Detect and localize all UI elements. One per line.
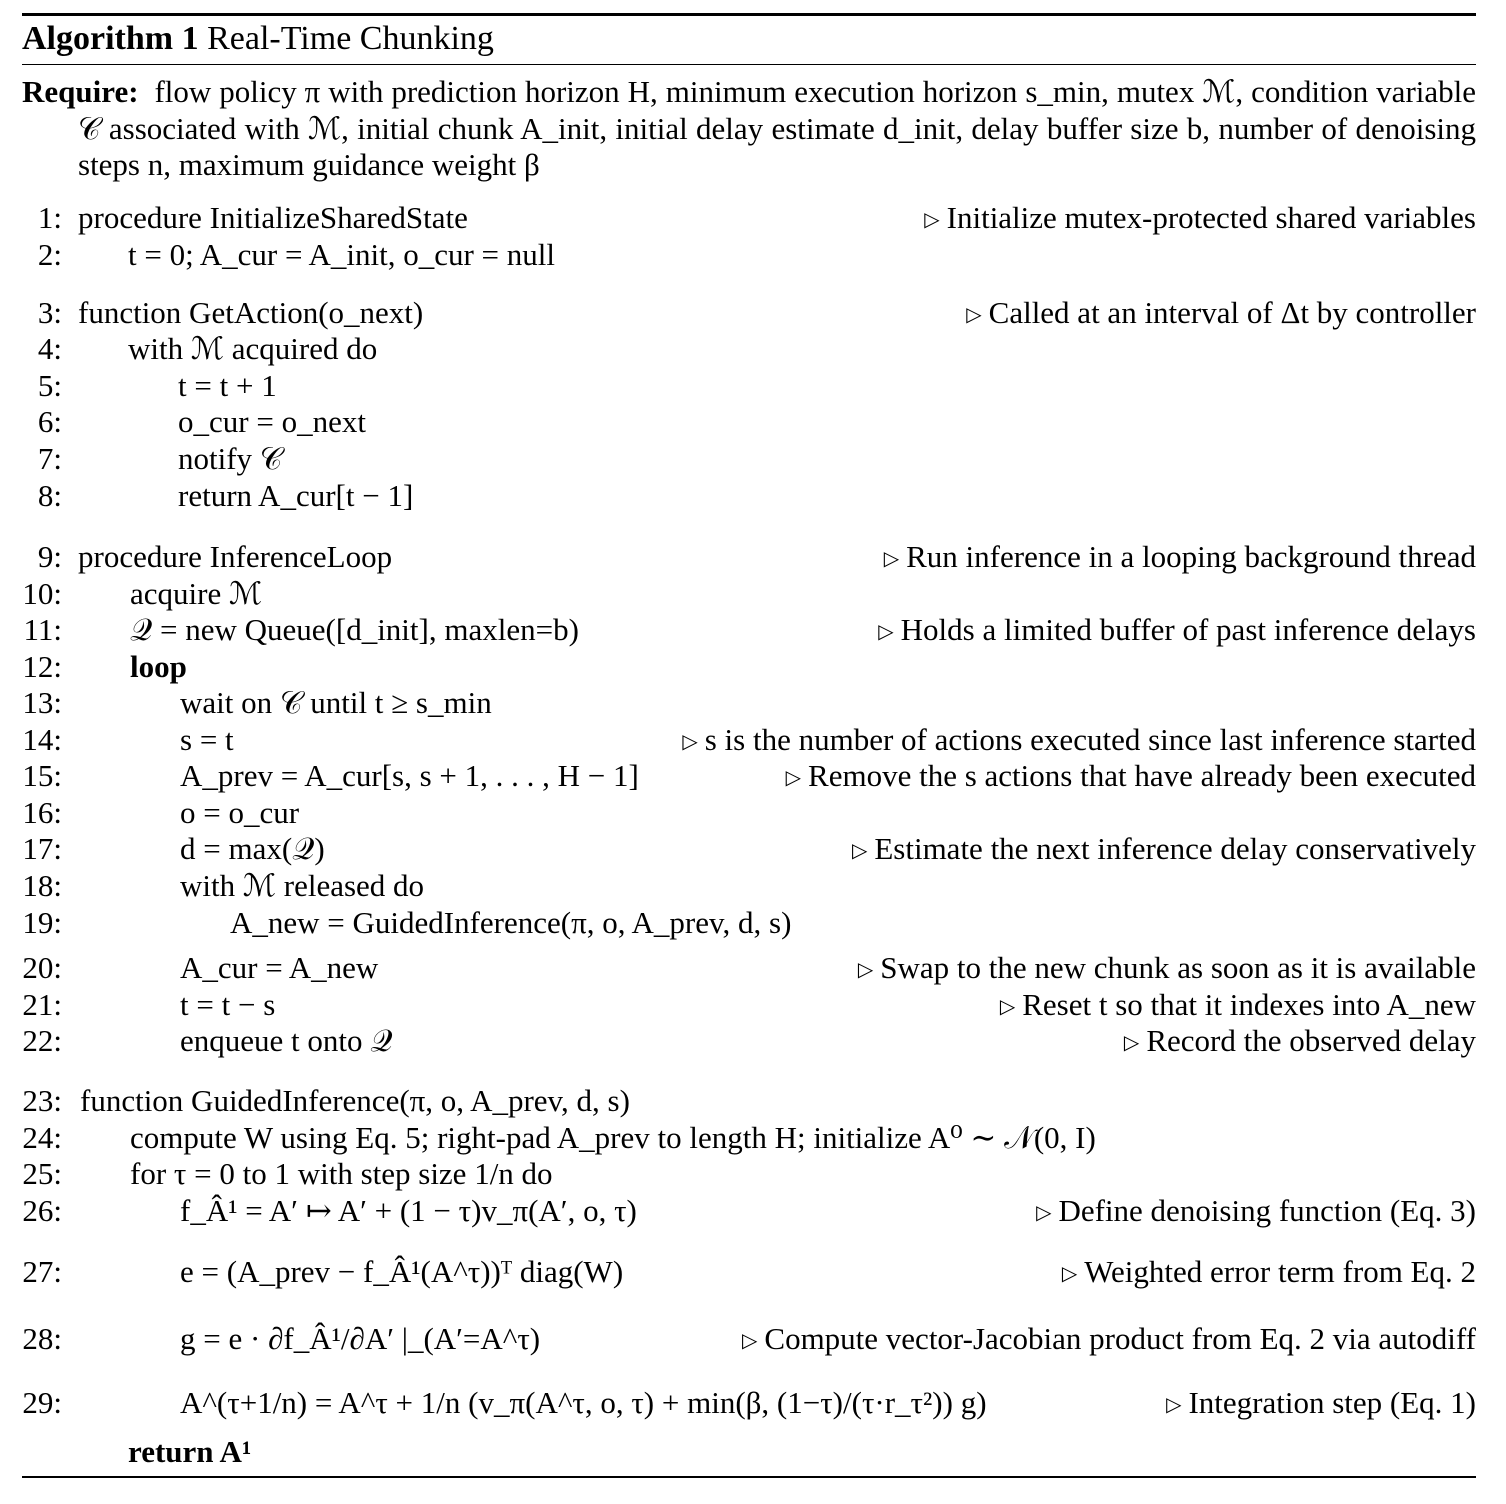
line-number: 10:: [22, 576, 62, 611]
line-comment: ▷ s is the number of actions executed since last inference started: [682, 722, 1476, 757]
line-comment: ▷ Estimate the next inference delay conservatively: [851, 831, 1476, 866]
algo-line-29: [22, 1385, 1476, 1425]
line-code: t = t − s: [180, 987, 276, 1022]
line-number: 16:: [22, 795, 62, 830]
line-number: 12:: [22, 649, 62, 684]
algo-line-18: [22, 868, 1476, 908]
line-number: 18:: [22, 868, 62, 903]
algo-line-22: [22, 1023, 1476, 1063]
line-code: t = t + 1: [178, 368, 277, 403]
comment-triangle-icon: ▷: [883, 548, 900, 570]
line-code: d = max(𝒬): [180, 831, 325, 866]
algo-line-16: [22, 795, 1476, 835]
algo-line-7: [22, 441, 1476, 481]
comment-triangle-icon: ▷: [682, 731, 698, 753]
comment-triangle-icon: ▷: [1166, 1394, 1182, 1416]
line-code: s = t: [180, 722, 234, 757]
algo-line-21: [22, 987, 1476, 1027]
line-number: 3:: [37, 295, 62, 330]
comment-triangle-icon: ▷: [1061, 1263, 1078, 1285]
algo-line-1: [22, 200, 1476, 240]
line-code: e = (A_prev − f_Â¹(A^τ))ᵀ diag(W): [180, 1254, 624, 1289]
line-number: 23:: [22, 1083, 62, 1118]
algo-line-25: [22, 1156, 1476, 1196]
line-number: 4:: [37, 331, 62, 366]
line-number: 9:: [37, 539, 62, 574]
algo-line-4: [22, 331, 1476, 371]
comment-triangle-icon: ▷: [924, 209, 940, 231]
comment-triangle-icon: ▷: [851, 840, 868, 862]
line-number: 27:: [22, 1254, 62, 1289]
line-code: with ℳ acquired do: [128, 331, 378, 366]
line-code: enqueue t onto 𝒬: [180, 1023, 393, 1058]
algo-line-20: [22, 950, 1476, 990]
line-number: 11:: [23, 612, 62, 647]
line-code: A_prev = A_cur[s, s + 1, . . . , H − 1]: [180, 758, 639, 793]
line-number: 19:: [22, 905, 62, 940]
algorithm-block: [22, 0, 1476, 1504]
comment-triangle-icon: ▷: [966, 304, 982, 326]
algo-line-return: [22, 1434, 1476, 1474]
comment-triangle-icon: ▷: [999, 996, 1016, 1018]
algo-line-28: [22, 1321, 1476, 1361]
line-number: 24:: [22, 1120, 62, 1155]
comment-triangle-icon: ▷: [857, 959, 874, 981]
algo-line-15: [22, 758, 1476, 798]
line-code: g = e · ∂f_Â¹/∂A′ |_(A′=A^τ): [180, 1321, 541, 1356]
algo-line-10: [22, 576, 1476, 616]
algo-line-13: [22, 685, 1476, 725]
algo-line-6: [22, 404, 1476, 444]
bottom-rule: [22, 1476, 1476, 1478]
require-label: Require:: [22, 74, 139, 109]
line-number: 7:: [37, 441, 62, 476]
line-code: A_cur = A_new: [180, 950, 379, 985]
line-comment: ▷ Run inference in a looping background thread: [883, 539, 1476, 574]
comment-triangle-icon: ▷: [785, 767, 802, 789]
line-number: 25:: [22, 1156, 62, 1191]
line-comment: ▷ Integration step (Eq. 1): [1166, 1385, 1476, 1420]
algorithm-title: [22, 20, 494, 58]
line-number: 8:: [37, 478, 62, 513]
algo-line-24: [22, 1120, 1476, 1160]
line-number: 14:: [22, 722, 62, 757]
line-code: for τ = 0 to 1 with step size 1/n do: [130, 1156, 553, 1191]
line-code: o = o_cur: [180, 795, 300, 830]
line-number: 15:: [22, 758, 62, 793]
line-code: A_new = GuidedInference(π, o, A_prev, d, s): [230, 905, 792, 940]
algo-line-27: [22, 1254, 1476, 1294]
line-comment: ▷ Define denoising function (Eq. 3): [1036, 1193, 1476, 1228]
line-code: 𝒬 = new Queue([d_init], maxlen=b): [130, 612, 579, 647]
algo-line-19: [22, 905, 1476, 945]
line-code: procedure InitializeSharedState: [78, 200, 468, 235]
line-comment: ▷ Remove the s actions that have already been executed: [785, 758, 1476, 793]
algo-line-23: [22, 1083, 1476, 1123]
line-code: f_Â¹ = A′ ↦ A′ + (1 − τ)v_π(A′, o, τ): [180, 1193, 637, 1228]
line-code: function GuidedInference(π, o, A_prev, d, s): [80, 1083, 630, 1118]
comment-triangle-icon: ▷: [1123, 1032, 1140, 1054]
line-comment: ▷ Initialize mutex-protected shared variables: [924, 200, 1476, 235]
line-code: loop: [130, 649, 187, 684]
algo-line-2: [22, 237, 1476, 277]
algorithm-label: Algorithm 1: [22, 20, 199, 57]
algo-line-17: [22, 831, 1476, 871]
algo-line-14: [22, 722, 1476, 762]
algo-line-8: [22, 478, 1476, 518]
line-code: return A¹: [128, 1434, 252, 1469]
algo-line-12: [22, 649, 1476, 689]
line-comment: ▷ Reset t so that it indexes into A_new: [999, 987, 1476, 1022]
line-code: with ℳ released do: [180, 868, 425, 903]
line-number: 29:: [22, 1385, 62, 1420]
algo-line-5: [22, 368, 1476, 408]
algo-line-3: [22, 295, 1476, 335]
top-rule: [22, 13, 1476, 16]
require-text: flow policy π with prediction horizon H, minimum execution horizon s_min, mutex ℳ, condition variable 𝒞 associated with ℳ, initial chunk A_init, initial delay estimate d_init, delay buffer size b, number of denoising steps n, maximum guidance weight β: [78, 74, 1477, 182]
line-code: wait on 𝒞 until t ≥ s_min: [180, 685, 492, 720]
line-comment: ▷ Compute vector-Jacobian product from Eq. 2 via autodiff: [742, 1321, 1476, 1356]
line-number: 22:: [22, 1023, 62, 1058]
line-number: 1:: [37, 200, 62, 235]
line-comment: ▷ Weighted error term from Eq. 2: [1061, 1254, 1476, 1289]
line-number: 26:: [22, 1193, 62, 1228]
comment-triangle-icon: ▷: [1036, 1202, 1052, 1224]
algo-line-11: [22, 612, 1476, 652]
comment-triangle-icon: ▷: [878, 621, 894, 643]
line-code: compute W using Eq. 5; right-pad A_prev to length H; initialize A⁰ ∼ 𝒩(0, I): [130, 1120, 1096, 1155]
line-comment: ▷ Called at an interval of Δt by controller: [966, 295, 1476, 330]
algorithm-name: Real-Time Chunking: [207, 20, 494, 57]
line-code: return A_cur[t − 1]: [178, 478, 414, 513]
line-number: 21:: [22, 987, 62, 1022]
comment-triangle-icon: ▷: [742, 1330, 758, 1352]
line-number: 13:: [22, 685, 62, 720]
line-code: acquire ℳ: [130, 576, 263, 611]
line-comment: ▷ Holds a limited buffer of past inference delays: [878, 612, 1476, 647]
line-comment: ▷ Swap to the new chunk as soon as it is available: [857, 950, 1476, 985]
algo-line-9: [22, 539, 1476, 579]
line-number: 28:: [22, 1321, 62, 1356]
line-number: 20:: [22, 950, 62, 985]
line-number: 2:: [37, 237, 62, 272]
line-code: notify 𝒞: [178, 441, 283, 476]
line-number: 17:: [22, 831, 62, 866]
line-code: A^(τ+1/n) = A^τ + 1/n (v_π(A^τ, o, τ) + min(β, (1−τ)/(τ·r_τ²)) g): [180, 1385, 987, 1420]
line-code: o_cur = o_next: [178, 404, 366, 439]
line-number: 6:: [37, 404, 62, 439]
line-comment: ▷ Record the observed delay: [1123, 1023, 1476, 1058]
title-rule: [22, 64, 1476, 65]
require-clause: [22, 74, 1476, 184]
line-code: function GetAction(o_next): [78, 295, 424, 330]
algo-line-26: [22, 1193, 1476, 1233]
line-number: 5:: [37, 368, 62, 403]
line-code: procedure InferenceLoop: [78, 539, 393, 574]
line-code: t = 0; A_cur = A_init, o_cur = null: [128, 237, 556, 272]
